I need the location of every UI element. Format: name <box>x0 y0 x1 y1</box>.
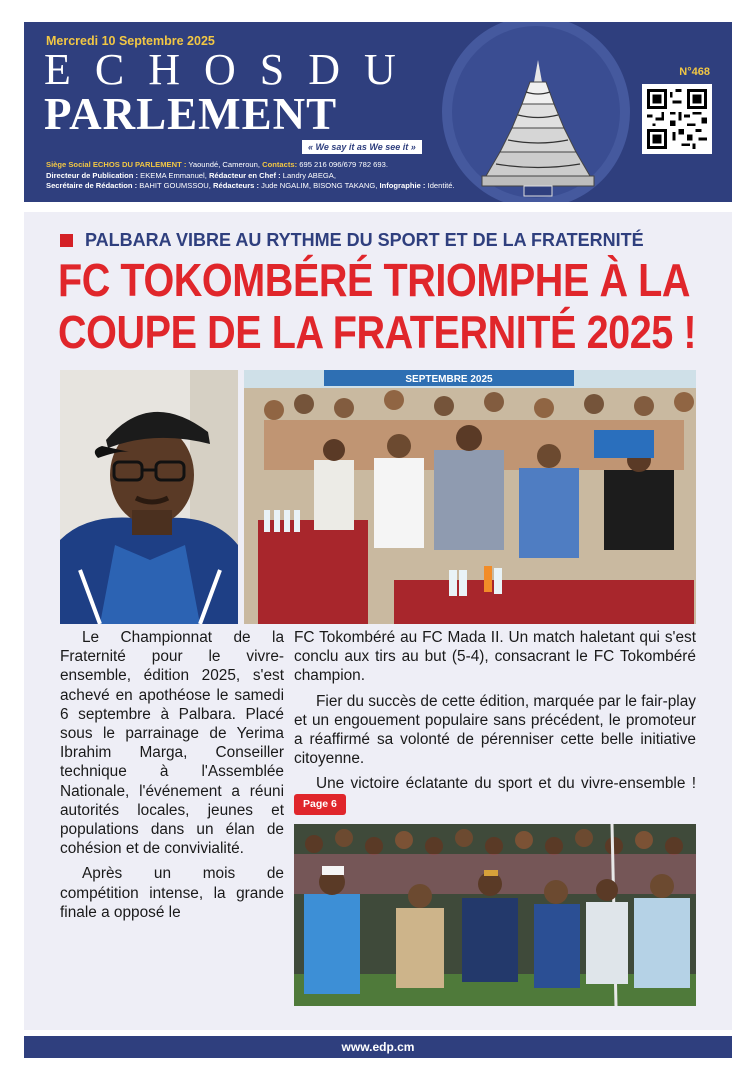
portrait-photo <box>60 370 238 624</box>
masthead-motto: « We say it as We see it » <box>302 140 422 154</box>
article-column-right <box>294 628 696 821</box>
photo-banner-text: SEPTEMBRE 2025 <box>405 374 493 385</box>
editor-value: Landry ABEGA, <box>282 170 336 180</box>
secretary-value: BAHIT GOUMSSOU, <box>139 181 211 190</box>
page-reference-badge[interactable]: Page 6 <box>294 794 346 815</box>
closing-sentence: Une victoire éclatante du sport et du vivre-ensemble ! <box>316 775 696 793</box>
article-paragraph: FC Tokombéré au FC Mada II. Un match haletant qui s'est conclu aux tirs au but (5-4), consacrant le FC Tokombéré champion. <box>294 629 696 685</box>
director-label: Directeur de Publication : <box>46 170 138 180</box>
secretary-label: Secrétaire de Rédaction : <box>46 181 138 190</box>
contacts-value: 695 216 096/679 782 693. <box>299 160 388 169</box>
article-column-left <box>60 628 284 928</box>
masthead <box>24 22 732 202</box>
editor-label: Rédacteur en Chef : <box>208 170 281 180</box>
officials-photo <box>244 370 696 624</box>
red-square-bullet-icon <box>60 234 73 247</box>
seat-value: Yaoundé, Cameroun, <box>188 160 260 169</box>
tower-emblem-icon <box>468 52 608 202</box>
masthead-title-line1: ECHOSDU <box>44 45 420 94</box>
article-paragraph: Après un mois de compétition intense, la grande finale a opposé le <box>60 865 284 921</box>
article-headline: FC TOKOMBÉRÉ TRIOMPHE À LA COUPE DE LA FRATERNITÉ 2025 ! <box>58 254 697 358</box>
seat-label: Siège Social ECHOS DU PARLEMENT : <box>46 160 187 169</box>
article-panel <box>24 212 732 1030</box>
article-paragraph: Le Championnat de la Fraternité pour le vivre-ensemble, édition 2025, s'est achevé en apothéose le samedi 6 septembre à Palbara. Placé sous le parrainage de Yerima Ibrahim Marga, Conseiller technique à l'Assemblée Nationale, l'événement a réuni autorités locales, jeunes et populations dans un élan de cohésion et de convivialité. <box>60 629 284 858</box>
writers-value: Jude NGALIM, BISONG TAKANG, <box>261 181 378 190</box>
crowd-photo <box>294 824 696 1006</box>
contacts-label: Contacts: <box>262 160 298 169</box>
footer-website[interactable]: www.edp.cm <box>24 1036 732 1058</box>
qr-code-icon[interactable] <box>642 84 712 154</box>
director-value: EKEMA Emmanuel, <box>140 170 207 180</box>
article-paragraph: Fier du succès de cette édition, marquée par le fair-play et un engouement populaire sans précédent, le promoteur a réaffirmé sa volonté de pérenniser cette belle initiative citoyenne. <box>294 692 696 768</box>
infographics-value: Identité. <box>427 181 455 190</box>
issue-number: N°468 <box>679 66 710 78</box>
issue-date: Mercredi 10 Septembre 2025 <box>46 34 215 48</box>
infographics-label: Infographie : <box>379 181 426 190</box>
kicker-text: PALBARA VIBRE AU RYTHME DU SPORT ET DE LA FRATERNITÉ <box>85 230 644 250</box>
article-paragraph-last <box>294 774 696 814</box>
article-kicker <box>60 230 644 251</box>
masthead-title-line2: PARLEMENT <box>44 89 338 139</box>
masthead-credits <box>46 160 455 192</box>
writers-label: Rédacteurs : <box>213 181 260 190</box>
